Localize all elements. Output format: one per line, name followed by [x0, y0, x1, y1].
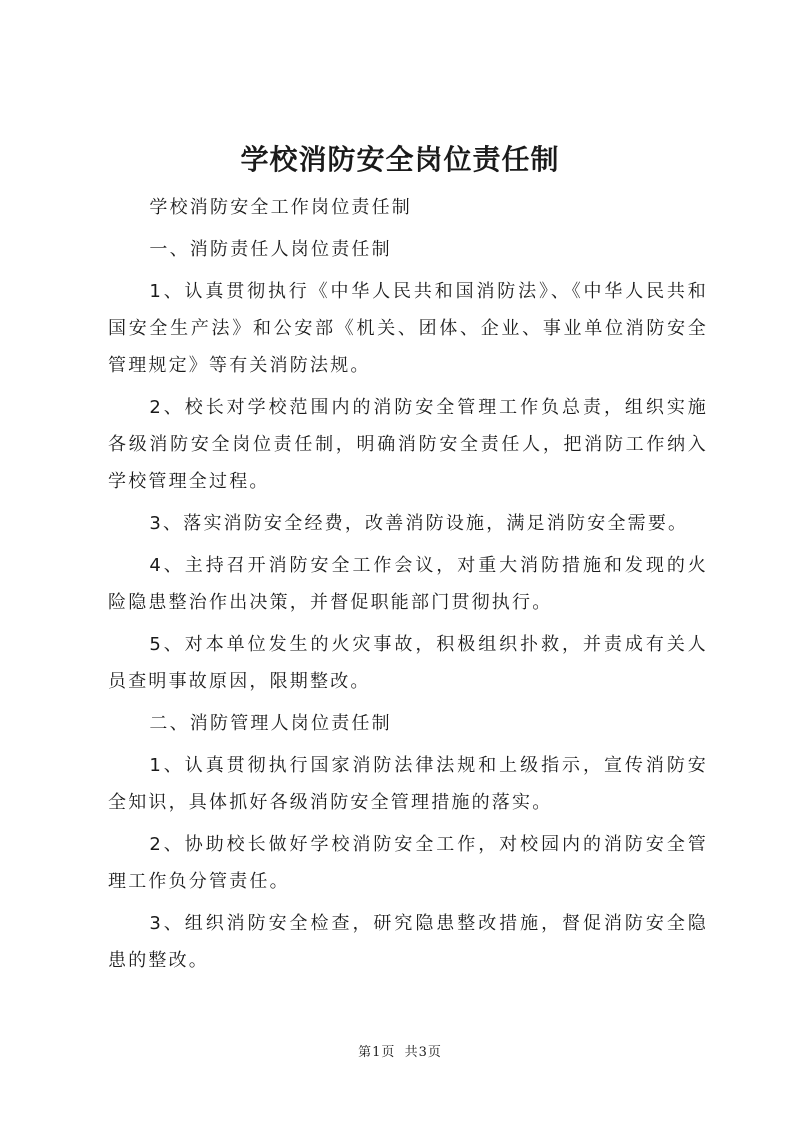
- section-heading-2: 二、消防管理人岗位责任制: [149, 713, 392, 734]
- paragraph-2-2: 2、协助校长做好学校消防安全工作，对校园内的消防安全管理工作负分管责任。: [108, 834, 708, 892]
- document-body: [108, 189, 708, 979]
- paragraph-2-1: 1、认真贯彻执行国家消防法律法规和上级指示，宣传消防安全知识，具体抓好各级消防安全管理措施的落实。: [108, 755, 708, 813]
- page-number: 第1页: [358, 1045, 396, 1060]
- paragraph-1-4: 4、主持召开消防安全工作会议，对重大消防措施和发现的火险隐患整治作出决策，并督促职能部门贯彻执行。: [108, 555, 708, 613]
- section-heading-1: 一、消防责任人岗位责任制: [149, 239, 392, 260]
- document-title: 学校消防安全岗位责任制: [240, 143, 560, 176]
- paragraph-2-3: 3、组织消防安全检查，研究隐患整改措施，督促消防安全隐患的整改。: [108, 913, 708, 971]
- paragraph-1-1: 1、认真贯彻执行《中华人民共和国消防法》、《中华人民共和国安全生产法》和公安部《机关、团体、企业、事业单位消防安全管理规定》等有关消防法规。: [108, 281, 708, 376]
- paragraph-1-5: 5、对本单位发生的火灾事故，积极组织扑救，并责成有关人员查明事故原因，限期整改。: [108, 634, 708, 692]
- paragraph-subtitle: 学校消防安全工作岗位责任制: [149, 197, 412, 218]
- page-total: 共3页: [404, 1045, 442, 1060]
- page-footer: [0, 1043, 800, 1063]
- paragraph-1-2: 2、校长对学校范围内的消防安全管理工作负总责，组织实施各级消防安全岗位责任制，明确消防安全责任人，把消防工作纳入学校管理全过程。: [108, 397, 708, 492]
- paragraph-1-3: 3、落实消防安全经费，改善消防设施，满足消防安全需要。: [149, 513, 689, 534]
